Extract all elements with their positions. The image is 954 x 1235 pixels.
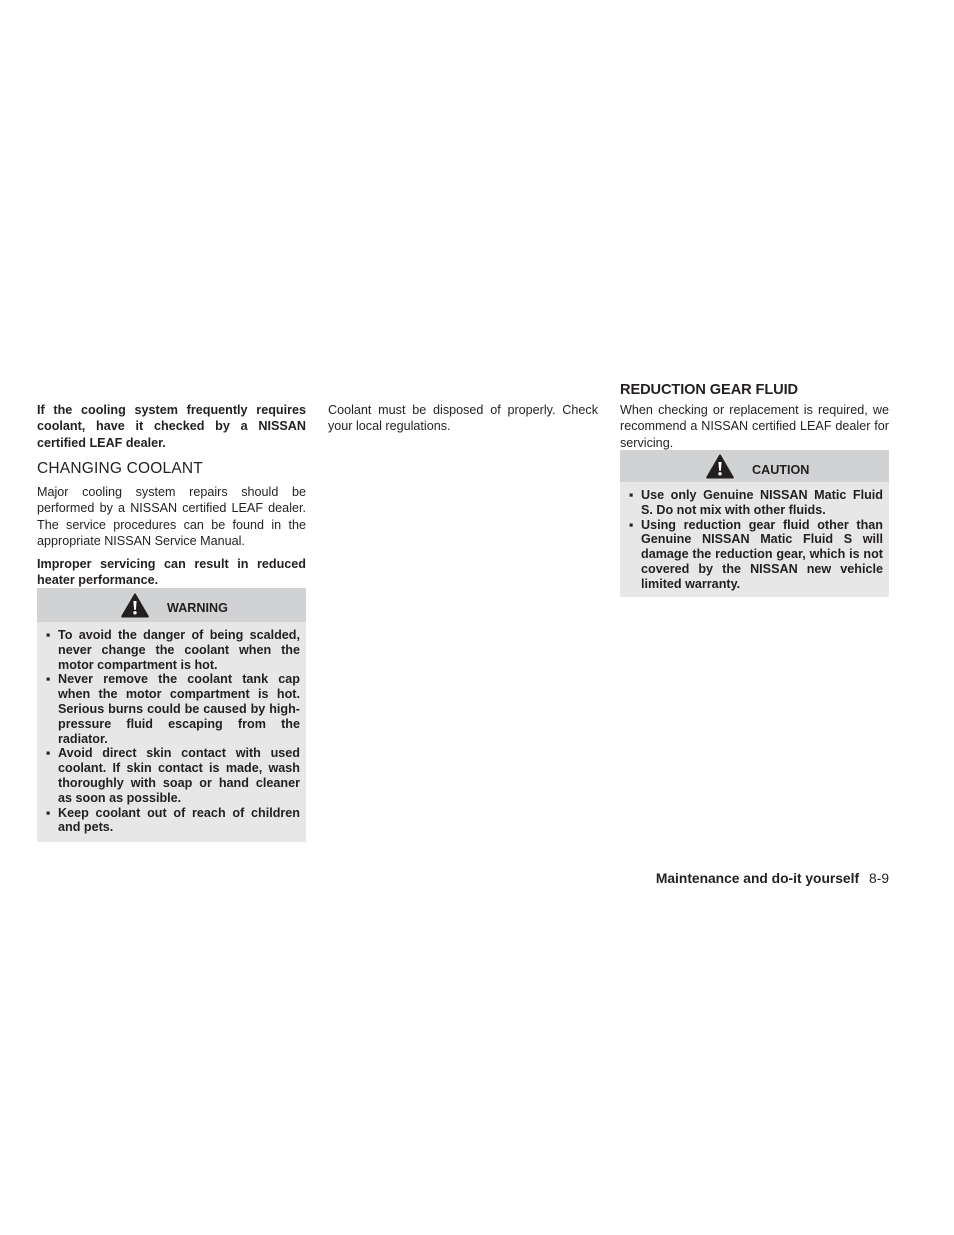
warning-header [37, 588, 306, 622]
page-number: 8-9 [869, 871, 889, 886]
changing-coolant-heading: CHANGING COOLANT [37, 460, 203, 477]
bullet-icon: ▪ [46, 628, 51, 642]
intro-bold-note: If the cooling system frequently requires coolant, have it checked by a NISSAN certified LEAF dealer. [37, 403, 306, 450]
caution-item: ▪ Using reduction gear fluid other than Genuine NISSAN Matic Fluid S will damage the reduction gear, which is not covered by the NISSAN new vehicle limited warranty. [629, 517, 883, 591]
warning-item: ▪ Never remove the coolant tank cap when the motor compartment is hot. Serious burns could be caused by high-pressure fluid escaping from the radiator. [46, 672, 300, 746]
reduction-gear-fluid-heading: REDUCTION GEAR FLUID [620, 382, 798, 398]
page-footer [656, 871, 889, 886]
warning-list [37, 622, 306, 842]
warning-item: ▪ To avoid the danger of being scalded, never change the coolant when the motor compartment is hot. [46, 628, 300, 672]
bullet-icon: ▪ [46, 746, 51, 761]
footer-section-title: Maintenance and do-it yourself [655, 871, 860, 886]
caution-header [620, 450, 889, 482]
improper-servicing-note: Improper servicing can result in reduced heater performance. [37, 557, 306, 588]
warning-triangle-icon [121, 593, 149, 618]
reduction-gear-paragraph: When checking or replacement is required, we recommend a NISSAN certified LEAF dealer for servicing. [620, 403, 889, 450]
caution-title: CAUTION [752, 463, 810, 477]
bullet-icon: ▪ [629, 517, 634, 532]
warning-item: ▪ Keep coolant out of reach of children and pets. [46, 805, 300, 835]
warning-item: ▪ Avoid direct skin contact with used coolant. If skin contact is made, wash thoroughly with soap or hand cleaner as soon as possible. [46, 746, 300, 805]
caution-item: ▪ Use only Genuine NISSAN Matic Fluid S. Do not mix with other fluids. [629, 488, 883, 517]
caution-box [620, 450, 889, 597]
warning-triangle-icon [706, 454, 734, 479]
warning-title: WARNING [167, 601, 228, 615]
caution-list [620, 482, 889, 597]
bullet-icon: ▪ [629, 488, 634, 502]
bullet-icon: ▪ [46, 672, 51, 687]
changing-coolant-paragraph: Major cooling system repairs should be performed by a NISSAN certified LEAF dealer. The service procedures can be found in the appropriate NISSAN Service Manual. [37, 485, 306, 548]
bullet-icon: ▪ [46, 805, 51, 820]
warning-box [37, 588, 306, 842]
coolant-disposal-paragraph: Coolant must be disposed of properly. Check your local regulations. [328, 403, 598, 434]
